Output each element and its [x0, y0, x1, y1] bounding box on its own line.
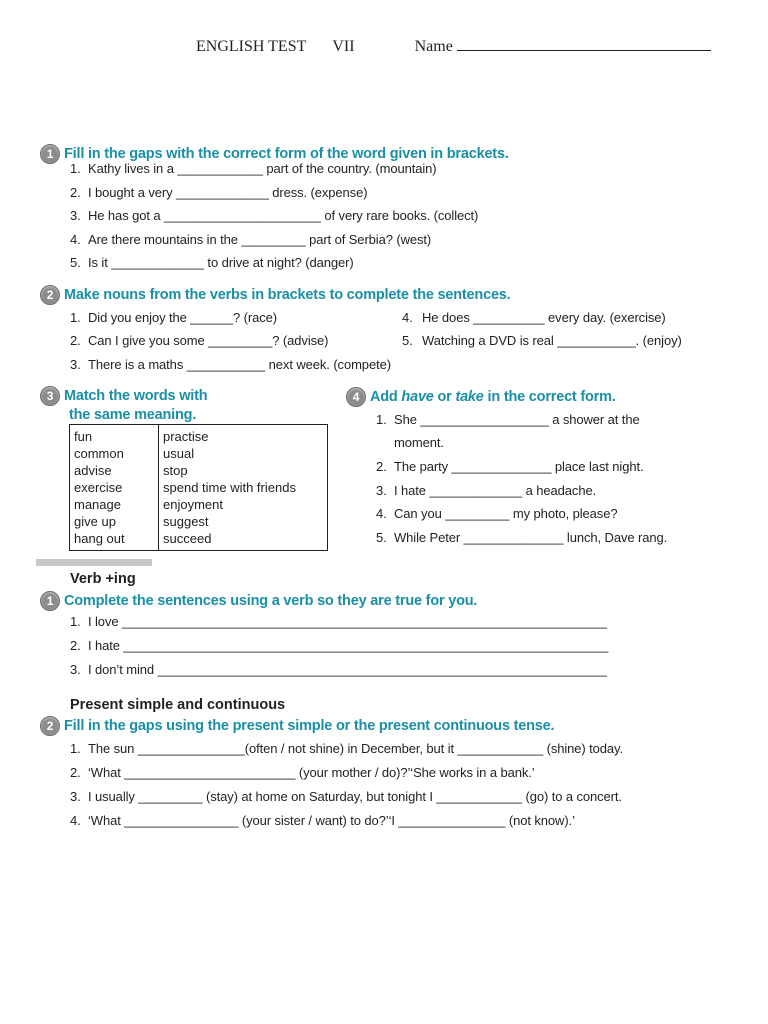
verb-ing-item: 2. I hate ____________________________________________________________________ — [70, 638, 609, 653]
ex1-title: 1 Fill in the gaps with the correct form of the word given in brackets. — [40, 144, 509, 164]
ex2-item: 5. Watching a DVD is real ___________. (enjoy) — [402, 333, 682, 348]
verb-ing-number-badge: 1 — [40, 591, 60, 611]
ex1-item: 2. I bought a very _____________ dress. (expense) — [70, 185, 368, 200]
ex4-item: moment. — [394, 435, 444, 450]
test-header — [196, 36, 711, 56]
match-table — [69, 424, 328, 551]
ex2-item: 1. Did you enjoy the ______? (race) — [70, 310, 278, 325]
ex1-item: 3. He has got a ______________________ of very rare books. (collect) — [70, 208, 479, 223]
verb-ing-item: 1. I love ____________________________________________________________________ — [70, 614, 607, 629]
grade-label: VII — [332, 38, 355, 55]
verb-ing-item: 3. I don’t mind _______________________________________________________________ — [70, 662, 607, 677]
present-subtitle: Present simple and continuous — [70, 697, 286, 713]
ex4-item: 3. I hate _____________ a headache. — [376, 483, 597, 498]
test-title: ENGLISH TEST — [196, 38, 307, 55]
ex2-item: 4. He does __________ every day. (exercise) — [402, 310, 666, 325]
ex4-item: 1. She __________________ a shower at the — [376, 412, 640, 427]
table-row: fun practise — [70, 425, 328, 446]
table-row: common usual — [70, 445, 328, 462]
ex2-number-badge: 2 — [40, 285, 60, 305]
ex3-number-badge: 3 — [40, 386, 60, 406]
ex4-title: 4 Add have or take in the correct form. — [346, 387, 616, 407]
table-row: exercise spend time with friends — [70, 479, 328, 496]
ex2-item: 3. There is a maths ___________ next week. (compete) — [70, 357, 391, 372]
verb-ing-subtitle: Verb +ing — [70, 571, 136, 587]
ex1-number-badge: 1 — [40, 144, 60, 164]
present-title: 2 Fill in the gaps using the present simple or the present continuous tense. — [40, 716, 554, 736]
verb-ing-title: 1 Complete the sentences using a verb so they are true for you. — [40, 591, 477, 611]
ex1-item: 4. Are there mountains in the _________ part of Serbia? (west) — [70, 232, 432, 247]
present-item: 2. ‘What ________________________ (your mother / do)?’‘She works in a bank.’ — [70, 765, 535, 780]
present-item: 4. ‘What ________________ (your sister / want) to do?’‘I _______________ (not know).’ — [70, 813, 575, 828]
present-item: 1. The sun _______________(often / not shine) in December, but it ____________ (shine) today. — [70, 741, 623, 756]
ex1-item: 5. Is it _____________ to drive at night? (danger) — [70, 255, 354, 270]
table-row: give up suggest — [70, 513, 328, 530]
ex2-title: 2 Make nouns from the verbs in brackets to complete the sentences. — [40, 285, 511, 305]
ex4-item: 2. The party ______________ place last night. — [376, 459, 644, 474]
ex2-item: 2. Can I give you some _________? (advise) — [70, 333, 329, 348]
name-field[interactable] — [457, 36, 711, 51]
present-item: 3. I usually _________ (stay) at home on Saturday, but tonight I ____________ (go) to a concert. — [70, 789, 622, 804]
ex3-title: 3 Match the words with the same meaning. — [40, 386, 207, 424]
present-number-badge: 2 — [40, 716, 60, 736]
ex4-item: 5. While Peter ______________ lunch, Dave rang. — [376, 530, 668, 545]
table-row: manage enjoyment — [70, 496, 328, 513]
table-row: advise stop — [70, 462, 328, 479]
ex4-number-badge: 4 — [346, 387, 366, 407]
table-row: hang out succeed — [70, 530, 328, 551]
ex4-item: 4. Can you _________ my photo, please? — [376, 506, 618, 521]
name-label: Name — [414, 38, 453, 55]
section-divider — [36, 559, 152, 566]
ex1-item: 1. Kathy lives in a ____________ part of the country. (mountain) — [70, 161, 437, 176]
